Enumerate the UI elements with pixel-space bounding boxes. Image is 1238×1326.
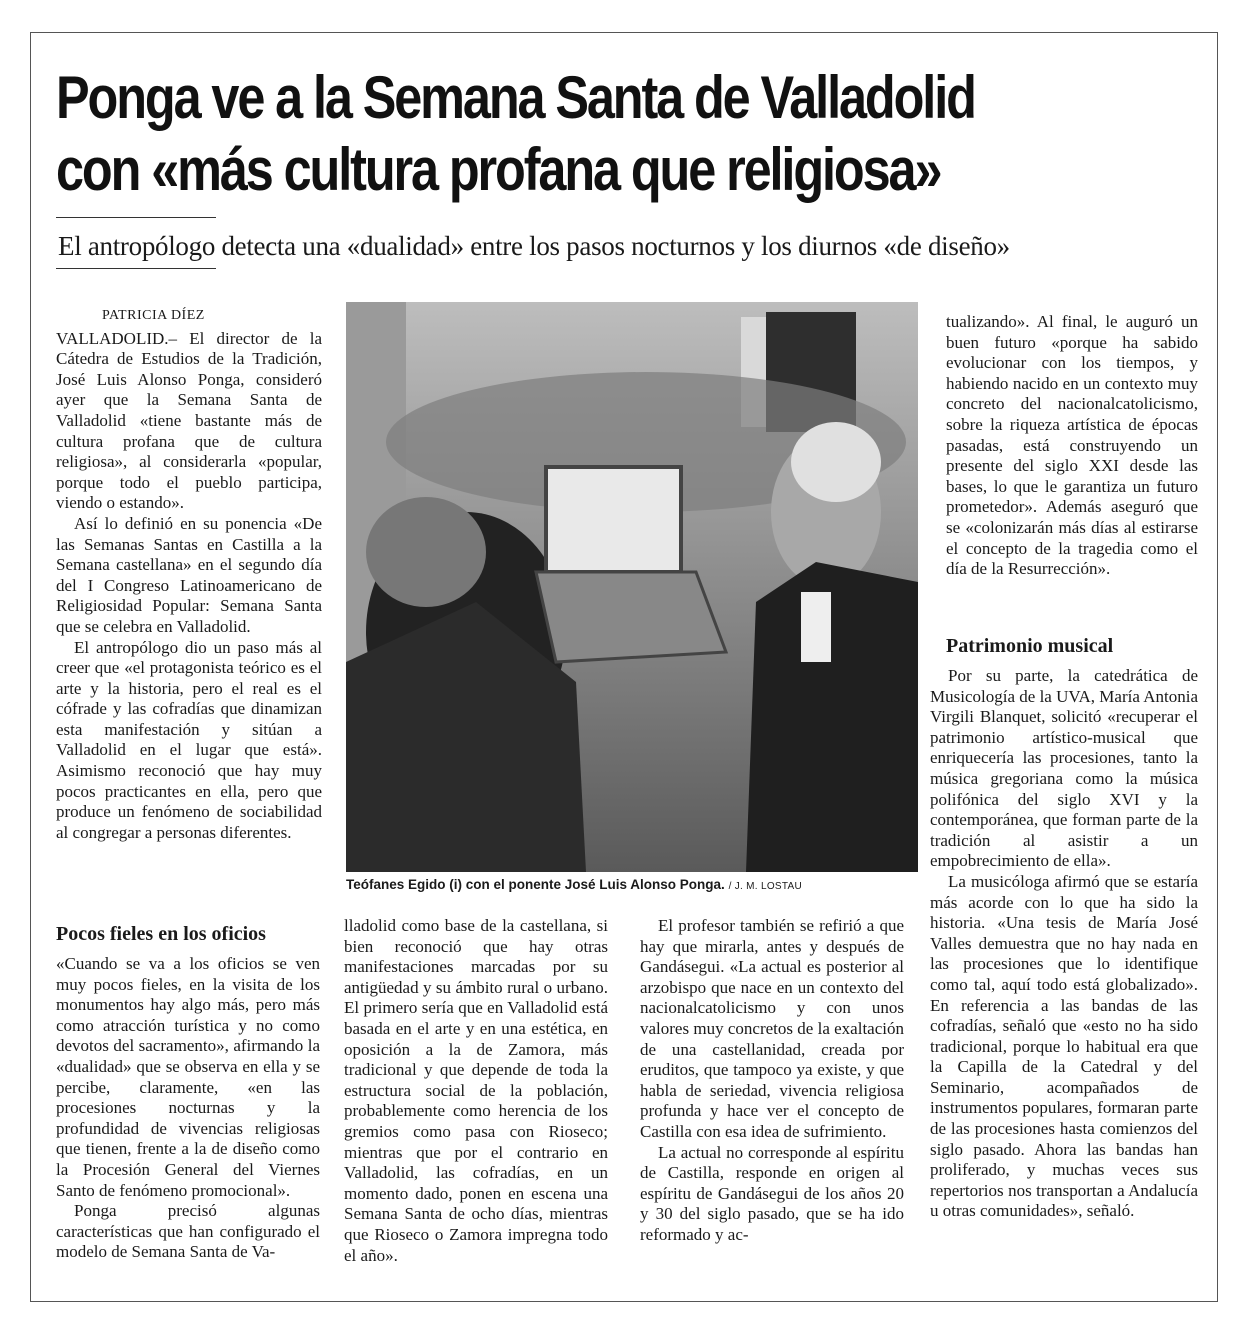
col4-top-body xyxy=(946,312,1198,580)
col1-bottom-body xyxy=(56,954,320,1263)
subhead: El antropólogo detecta una «dualidad» entre los pasos nocturnos y los diurnos «de diseño» xyxy=(58,231,1010,261)
col4-bottom-body xyxy=(930,666,1198,1222)
photo-illustration xyxy=(346,302,918,872)
headline-line-1: Ponga ve a la Semana Santa de Valladolid xyxy=(56,64,975,131)
paragraph: Ponga precisó algunas características que han configurado el modelo de Semana Santa de Va- xyxy=(56,1201,320,1262)
paragraph: lladolid como base de la castellana, si bien reconoció que hay otras manifestaciones marcadas por su antigüedad y su ámbito rural o urbano. El primero sería que en Valladolid está basada en el arte y en una estética, en oposición a la de Zamora, más tradicional y que depende de toda la estructura social de la población, probablemente como herencia de los gremios como pasa con Rioseco; mientras que por el contrario en Valladolid, las cofradías, en un momento dado, ponen en escena una Semana Santa de ocho días, mientras que Rioseco o Zamora impregna todo el año». xyxy=(344,916,608,1265)
paragraph: «Cuando se va a los oficios se ven muy pocos fieles, en la visita de los monumentos hay algo más, pero más como atracción turística y no como devotos del sacramento», afirmando la «dualidad» que se observa en ella y se percibe, claramente, «en las procesiones nocturnas y la profundidad de vivencias religiosas que tienen, frente a la de diseño como la Procesión General del Viernes Santo de fenómeno promocional». xyxy=(56,954,320,1200)
paragraph: tualizando». Al final, le auguró un buen futuro «porque ha sabido evolucionar con los tiempos, y habiendo nacido en un contexto muy concreto del nacionalcatolicismo, sobre la riqueza artística de épocas pasadas, está construyendo un presente del siglo XXI desde las bases, lo que le garantiza un futuro prometedor». Además aseguró que se «colonizarán más días al estirarse el concepto de la tragedia como el día de la Resurrección». xyxy=(946,312,1198,579)
caption-text: Teófanes Egido (i) con el ponente José Luis Alonso Ponga. xyxy=(346,877,725,892)
col3-bottom-body xyxy=(640,916,904,1246)
subtitle-pocos-fieles: Pocos fieles en los oficios xyxy=(56,923,266,945)
paragraph: Por su parte, la catedrática de Musicología de la UVA, María Antonia Virgili Blanquet, solicitó «recuperar el patrimonio artístico-musical que enriquecería las procesiones, tanto la música gregoriana como la música polifónica del siglo XVI y la contemporánea, que forman parte de la tradición al asistir a un empobrecimiento de ella». xyxy=(930,666,1198,871)
paragraph: El antropólogo dio un paso más al creer que «el protagonista teórico es el arte y la historia, pero el real es el cófrade y las cofradías que dinamizan esta manifestación y sitúan a Valladolid en el lugar que está». Asimismo reconoció que hay muy pocos practicantes en ella, pero que produce un fenómeno de sociabilidad al congregar a personas diferentes. xyxy=(56,637,322,842)
photo-credit: / J. M. LOSTAU xyxy=(728,881,803,892)
paragraph: La actual no corresponde al espíritu de Castilla, responde en origen al espíritu de Gandásegui de los años 20 y 30 del siglo pasado, que se ha ido reformado y ac- xyxy=(640,1142,904,1244)
byline: PATRICIA DÍEZ xyxy=(102,308,205,323)
paragraph: VALLADOLID.– El director de la Cátedra de Estudios de la Tradición, José Luis Alonso Ponga, consideró ayer que la Semana Santa de Valladolid «tiene bastante más de cultura profana que de cultura religiosa», al considerarla «popular, porque todo el pueblo participa, viendo o estando». xyxy=(56,328,322,513)
column-1-top xyxy=(56,306,322,843)
column-1-bottom xyxy=(56,954,320,1263)
paragraph: La musicóloga afirmó que se estaría más acorde con lo que ha sido la historia. «Una tesis de María José Valles demuestra que no hay nada en las procesiones que lo identifique como tal, aquí todo está globalizado». En referencia a las bandas de las cofradías, señaló que «esto no ha sido tradicional, porque lo habitual era que la Capilla de la Catedral y del Seminario, acompañados de instrumentos populares, formaran parte de las procesiones hasta comienzos del siglo pasado. Ahora las bandas han proliferado, y muchas veces sus repertorios nos transportan a Andalucía u otras comunidades», señaló. xyxy=(930,871,1198,1221)
column-3-bottom xyxy=(640,916,904,1246)
paragraph: El profesor también se refirió a que hay que mirarla, antes y después de Gandásegui. «La actual es posterior al arzobispo que nace en un contexto del nacionalcatolicismo y con unos valores muy concretos de la exaltación de una castellanidad, creada por eruditos, que tampoco ya existe, y que habla de seriedad, vivencia religiosa profunda y hace ver el concepto de Castilla con esa idea de sufrimiento. xyxy=(640,916,904,1141)
subtitle-patrimonio-musical: Patrimonio musical xyxy=(946,635,1114,657)
article-photo xyxy=(346,302,918,872)
headline-line-2: con «más cultura profana que religiosa» xyxy=(56,136,941,203)
headline xyxy=(56,62,997,206)
column-4-bottom xyxy=(930,666,1198,1222)
photo-caption xyxy=(346,876,946,896)
col1-top-body xyxy=(56,329,322,844)
subhead-rule-top xyxy=(56,217,216,218)
col2-bottom-body xyxy=(344,916,608,1266)
subhead-rule-bottom xyxy=(56,268,216,269)
column-2-bottom xyxy=(344,916,608,1266)
paragraph: Así lo definió en su ponencia «De las Semanas Santas en Castilla a la Semana castellana» en el segundo día del I Congreso Latinoamericano de Religiosidad Popular: Semana Santa que se celebra en Valladolid. xyxy=(56,513,322,636)
column-4-top xyxy=(946,312,1198,580)
